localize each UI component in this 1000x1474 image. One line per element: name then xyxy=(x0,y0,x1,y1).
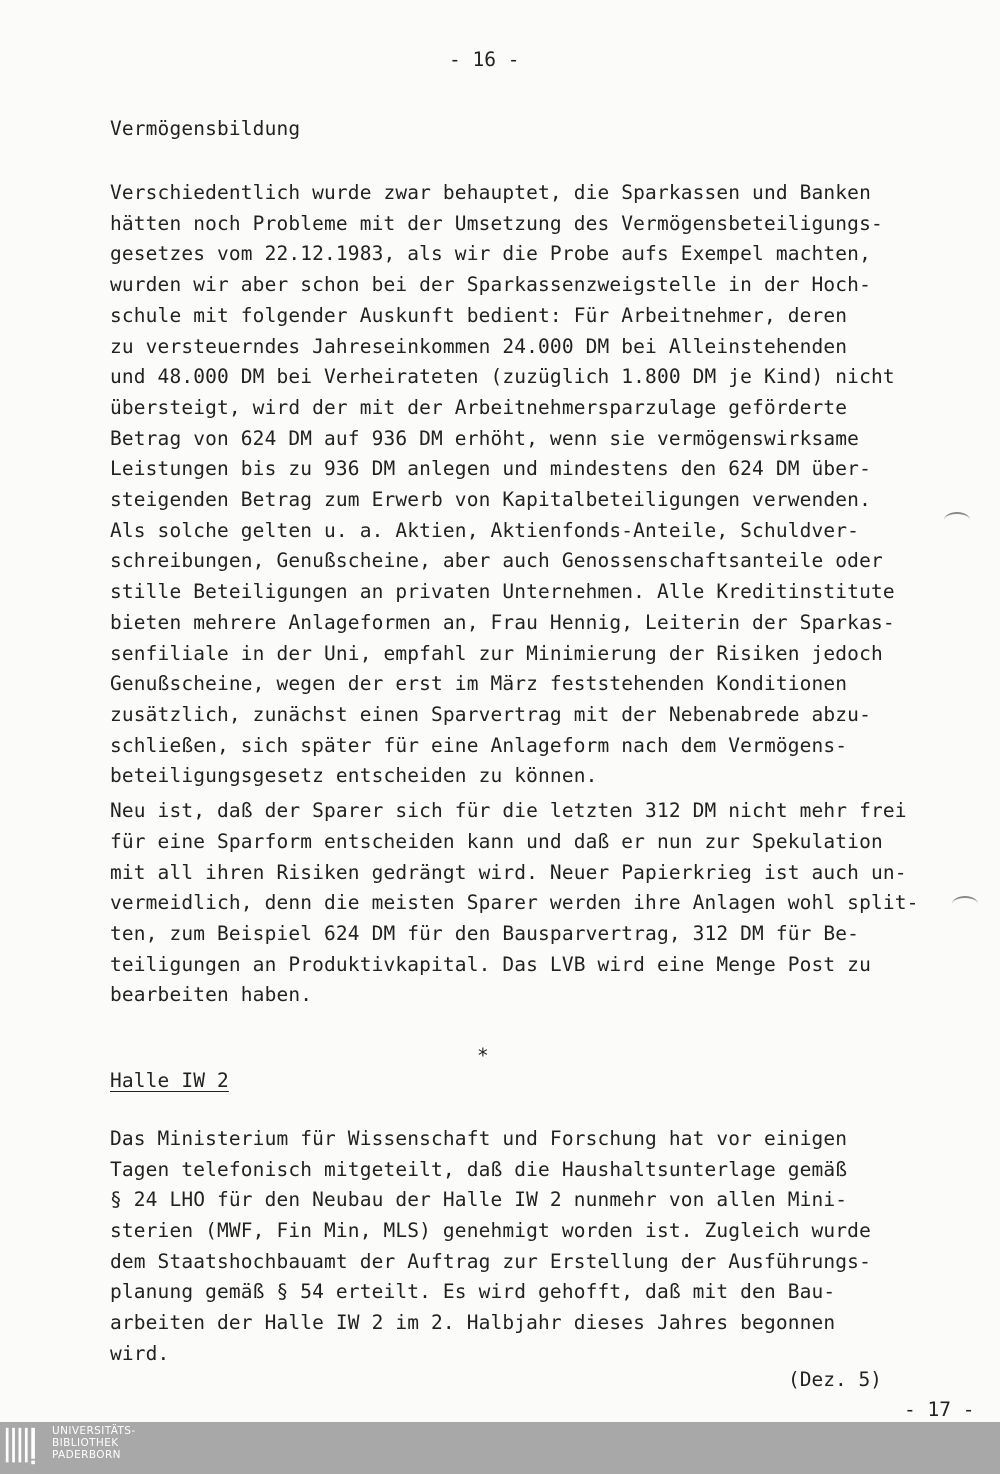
punch-hole-mark xyxy=(952,896,978,912)
text-line: übersteigt, wird der mit der Arbeitnehmersparzulage geförderte xyxy=(110,396,848,419)
next-page-number: - 17 - xyxy=(904,1398,975,1421)
text-line: § 24 LHO für den Neubau der Halle IW 2 nunmehr von allen Mini- xyxy=(110,1188,848,1211)
section-separator: * xyxy=(477,1044,489,1067)
text-line: schule mit folgender Auskunft bedient: Für Arbeitnehmer, deren xyxy=(110,304,848,327)
section-heading-halle-iw2: Halle IW 2 xyxy=(110,1069,229,1092)
text-line: hätten noch Probleme mit der Umsetzung des Vermögensbeteiligungs- xyxy=(110,212,883,235)
text-line: Das Ministerium für Wissenschaft und Forschung hat vor einigen xyxy=(110,1127,848,1150)
text-line: planung gemäß § 54 erteilt. Es wird gehofft, daß mit den Bau- xyxy=(110,1280,836,1303)
text-line: mit all ihren Risiken gedrängt wird. Neuer Papierkrieg ist auch un- xyxy=(110,861,907,884)
section-heading-vermoegensbildung: Vermögensbildung xyxy=(110,117,301,140)
text-line: für eine Sparform entscheiden kann und daß er nun zur Spekulation xyxy=(110,830,883,853)
text-line: Leistungen bis zu 936 DM anlegen und mindestens den 624 DM über- xyxy=(110,457,871,480)
text-line: stille Beteiligungen an privaten Unternehmen. Alle Kreditinstitute xyxy=(110,580,895,603)
text-line: Genußscheine, wegen der erst im März feststehenden Konditionen xyxy=(110,672,848,695)
text-line: Betrag von 624 DM auf 936 DM erhöht, wenn sie vermögenswirksame xyxy=(110,427,860,450)
library-name-line: UNIVERSITÄTS- xyxy=(52,1425,136,1437)
text-line: sterien (MWF, Fin Min, MLS) genehmigt worden ist. Zugleich wurde xyxy=(110,1219,871,1242)
text-line: schließen, sich später für eine Anlageform nach dem Vermögens- xyxy=(110,734,848,757)
text-line: Neu ist, daß der Sparer sich für die letzten 312 DM nicht mehr frei xyxy=(110,799,907,822)
text-line: beteiligungsgesetz entscheiden zu können. xyxy=(110,764,598,787)
text-line: steigenden Betrag zum Erwerb von Kapitalbeteiligungen verwenden. xyxy=(110,488,871,511)
library-footer-bar xyxy=(0,1422,1000,1474)
text-line: bieten mehrere Anlageformen an, Frau Hennig, Leiterin der Sparkas- xyxy=(110,611,895,634)
text-line: dem Staatshochbauamt der Auftrag zur Erstellung der Ausführungs- xyxy=(110,1250,871,1273)
text-line: wird. xyxy=(110,1342,170,1365)
text-line: Verschiedentlich wurde zwar behauptet, die Sparkassen und Banken xyxy=(110,181,871,204)
text-line: Tagen telefonisch mitgeteilt, daß die Haushaltsunterlage gemäß xyxy=(110,1158,848,1181)
punch-hole-mark xyxy=(944,512,970,528)
text-line: vermeidlich, denn die meisten Sparer werden ihre Anlagen wohl split- xyxy=(110,891,919,914)
text-line: arbeiten der Halle IW 2 im 2. Halbjahr dieses Jahres begonnen xyxy=(110,1311,836,1334)
text-line: schreibungen, Genußscheine, aber auch Genossenschaftsanteile oder xyxy=(110,549,883,572)
text-line: zusätzlich, zunächst einen Sparvertrag mit der Nebenabrede abzu- xyxy=(110,703,871,726)
text-line: Als solche gelten u. a. Aktien, Aktienfonds-Anteile, Schuldver- xyxy=(110,519,860,542)
library-name-line: BIBLIOTHEK xyxy=(52,1437,119,1449)
page-number: - 16 - xyxy=(449,48,520,71)
library-name-line: PADERBORN xyxy=(52,1449,121,1461)
text-line: bearbeiten haben. xyxy=(110,983,313,1006)
text-line: und 48.000 DM bei Verheirateten (zuzüglich 1.800 DM je Kind) nicht xyxy=(110,365,895,388)
library-name xyxy=(52,1425,136,1461)
text-line: senfiliale in der Uni, empfahl zur Minimierung der Risiken jedoch xyxy=(110,642,883,665)
department-reference: (Dez. 5) xyxy=(788,1368,882,1391)
text-line: zu versteuerndes Jahreseinkommen 24.000 DM bei Alleinstehenden xyxy=(110,335,848,358)
text-line: ten, zum Beispiel 624 DM für den Bausparvertrag, 312 DM für Be- xyxy=(110,922,860,945)
text-line: wurden wir aber schon bei der Sparkassenzweigstelle in der Hoch- xyxy=(110,273,871,296)
text-line: gesetzes vom 22.12.1983, als wir die Probe aufs Exempel machten, xyxy=(110,242,871,265)
text-line: teiligungen an Produktivkapital. Das LVB wird eine Menge Post zu xyxy=(110,953,871,976)
barcode-logo-icon xyxy=(2,1426,46,1466)
